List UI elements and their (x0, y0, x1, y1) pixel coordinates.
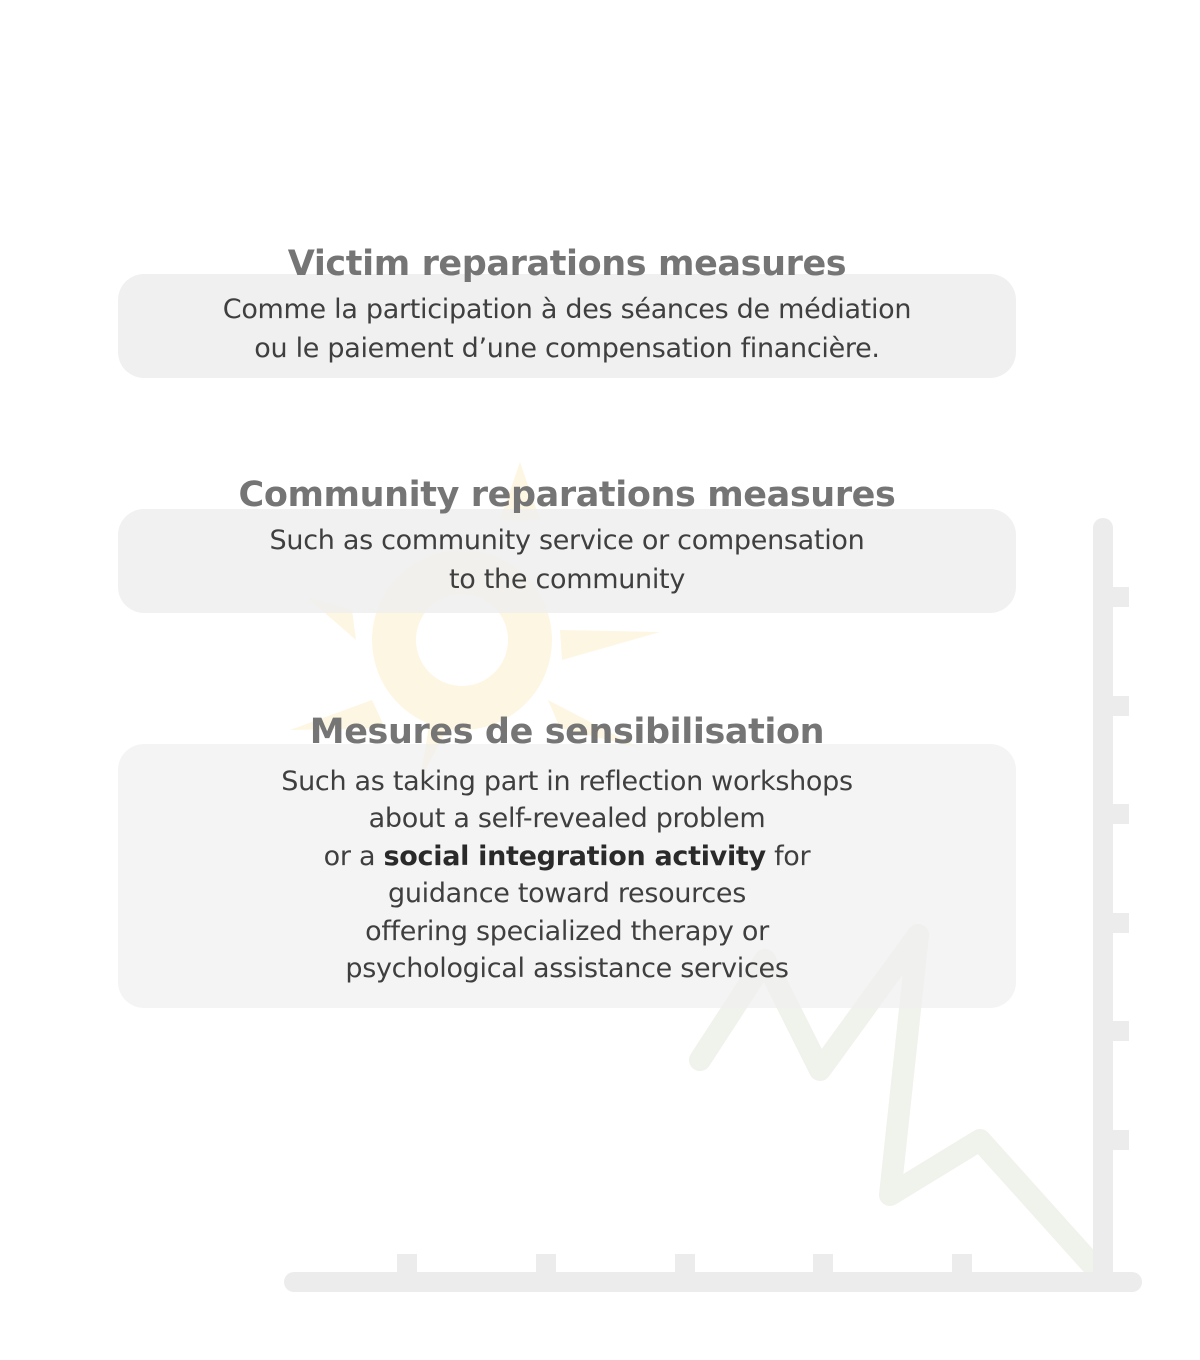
description-line: offering specialized therapy or (365, 915, 769, 947)
description-line: guidance toward resources (387, 878, 746, 910)
description-line: Comme la participation à des séances de médiation (222, 294, 912, 325)
victim-reparations-title: Victim reparations measures (287, 244, 847, 284)
victim-reparations-description (118, 290, 1016, 368)
description-line: to the community (448, 564, 686, 595)
social-integration-activity-emphasis: social integration activity (383, 840, 766, 872)
description-line-mixed (118, 838, 1016, 875)
description-line: ou le paiement d’une compensation financière. (254, 333, 880, 364)
text-after-bold: for (765, 840, 811, 872)
awareness-measures-description (118, 763, 1016, 987)
community-reparations-title: Community reparations measures (238, 475, 896, 515)
description-line: Such as taking part in reflection workshops (281, 766, 853, 797)
community-reparations-description (118, 521, 1016, 599)
description-line: Such as community service or compensation (269, 525, 865, 556)
awareness-measures-title: Mesures de sensibilisation (309, 712, 825, 752)
description-line: psychological assistance services (345, 953, 789, 985)
text-before-bold: or a (323, 840, 384, 872)
description-line: about a self-revealed problem (368, 803, 766, 835)
